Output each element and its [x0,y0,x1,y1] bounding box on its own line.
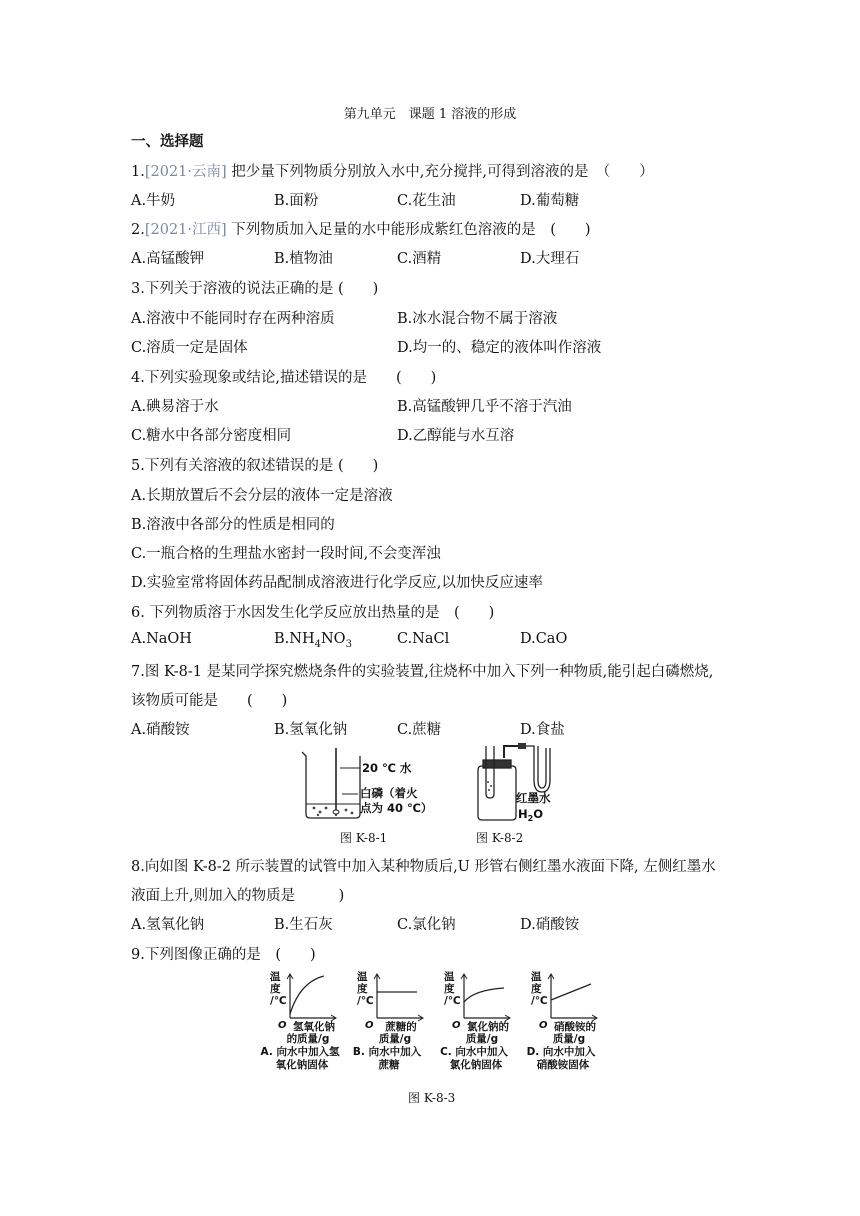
graph-ylabel: 温 [531,971,542,983]
label-phosphorus-1: 白磷（着火 [360,786,418,800]
question-source: [2021·江西] [144,222,227,238]
graph-curve [551,984,591,1000]
graph-caption: 氯化钠固体 [449,1059,503,1071]
q8-option-c: C.氯化钠 [397,917,456,933]
graph-ylabel: 温 [444,971,455,983]
graph-curve [464,988,504,1002]
label-water: 20 ℃ 水 [362,761,412,775]
graph-ylabel: 度 [531,983,542,995]
q2-option-b: B.植物油 [274,251,333,267]
q8-option-d: D.硝酸铵 [520,917,580,933]
formula-sub: 4 [314,638,321,650]
graph-origin: O [365,1020,374,1031]
figure-k-8-3-caption: 图 K-8-3 [408,1091,456,1105]
question-source: [2021·云南] [144,164,227,180]
graph-xlabel: 硝酸铵的 [554,1021,596,1033]
figure-k-8-2-caption: 图 K-8-2 [476,831,524,845]
q3-option-d: D.均一的、稳定的液体叫作溶液 [397,340,602,356]
figure-k-8-1-caption: 图 K-8-1 [340,831,388,845]
q5-option-a: A.长期放置后不会分层的液体一定是溶液 [131,488,393,504]
question-7-stem: 7.图 K-8-1 是某同学探究燃烧条件的实验装置,往烧杯中加入下列一种物质,能引起白磷燃烧, [131,664,714,680]
q2-option-c: C.酒精 [397,251,442,267]
q7-option-a: A.硝酸铵 [131,722,190,738]
q1-option-d: D.葡萄糖 [520,193,580,209]
graph-xlabel: 的质量/g [286,1033,330,1045]
graph-ylabel: /℃ [357,995,374,1007]
figure-k-8-3 [256,966,606,1084]
q1-option-b: B.面粉 [274,193,319,209]
formula-part: NO [320,631,346,647]
graph-xlabel: 氯化钠的 [467,1021,509,1033]
graph-caption: D. 向水中加入 [526,1046,596,1058]
label-phosphorus-2: 点为 40 ℃） [360,801,433,815]
flask [478,766,516,820]
question-number: 2. [131,222,145,238]
question-text: 把少量下列物质分别放入水中,充分搅拌,可得到溶液的是 （ ） [226,164,654,180]
label-red-ink: 红墨水 [516,791,551,805]
q6-option-a: A.NaOH [131,631,192,647]
question-8-stem: 8.向如图 K-8-2 所示装置的试管中加入某种物质后,U 形管右侧红墨水液面下降, 左侧红墨水 [131,859,716,875]
question-5-stem: 5.下列有关溶液的叙述错误的是 ( ) [131,458,379,474]
graph-origin: O [278,1020,287,1031]
graph-origin: O [539,1020,548,1031]
q2-option-d: D.大理石 [520,251,580,267]
q5-option-b: B.溶液中各部分的性质是相同的 [131,517,335,533]
q6-option-b [274,631,352,650]
graph-xlabel: 质量/g [552,1033,586,1045]
question-3-stem: 3.下列关于溶液的说法正确的是 ( ) [131,281,379,297]
question-2-stem [131,218,591,239]
question-9-stem: 9.下列图像正确的是 ( ) [131,947,316,963]
stopper [483,760,511,768]
graph-caption: C. 向水中加入 [440,1046,508,1058]
q2-option-a: A.高锰酸钾 [131,251,205,267]
q5-option-c: C.一瓶合格的生理盐水密封一段时间,不会变浑浊 [131,546,441,562]
q7-option-c: C.蔗糖 [397,722,442,738]
q6-option-c: C.NaCl [397,631,450,647]
section-heading: 一、选择题 [131,133,204,150]
q7-option-d: D.食盐 [520,722,565,738]
graph-ylabel: /℃ [531,995,548,1007]
q1-option-a: A.牛奶 [131,193,176,209]
graph-caption: A. 向水中加入氢 [260,1046,340,1058]
graph-xlabel: 质量/g [465,1033,499,1045]
question-text: 下列物质加入足量的水中能形成紫红色溶液的是 ( ) [226,222,591,238]
q6-option-d: D.CaO [520,631,568,647]
graph-ylabel: 度 [357,983,368,995]
q8-option-b: B.生石灰 [274,917,333,933]
graph-ylabel: 温 [270,971,281,983]
q4-option-c: C.糖水中各部分密度相同 [131,428,292,444]
graph-xlabel: 氢氧化钠 [293,1021,335,1033]
graph-caption: 蔗糖 [378,1059,400,1071]
graph-ylabel: 温 [357,971,368,983]
q1-option-c: C.花生油 [397,193,456,209]
q4-option-a: A.碘易溶于水 [131,399,219,415]
graph-xlabel: 质量/g [378,1033,412,1045]
question-4-stem: 4.下列实验现象或结论,描述错误的是 ( ) [131,370,437,386]
q5-option-d: D.实验室常将固体药品配制成溶液进行化学反应,以加快反应速率 [131,575,543,591]
graph-caption: 氧化钠固体 [275,1059,329,1071]
question-6-stem: 6. 下列物质溶于水因发生化学反应放出热量的是 ( ) [131,605,495,621]
label-h2o: $H_2O$ [518,807,543,823]
formula-part: B.NH [274,631,315,647]
q4-option-b: B.高锰酸钾几乎不溶于汽油 [397,399,572,415]
graph-ylabel: 度 [270,983,281,995]
beaker-outline [302,752,360,818]
graph-ylabel: 度 [444,983,455,995]
white-phosphorus [333,810,339,814]
figure-k-8-1 [296,746,436,822]
q3-option-b: B.冰水混合物不属于溶液 [397,311,558,327]
graph-caption: B. 向水中加入 [352,1046,422,1058]
graph-xlabel: 蔗糖的 [385,1021,417,1033]
question-8-stem-cont: 液面上升,则加入的物质是 ) [131,888,345,904]
q3-option-c: C.溶质一定是固体 [131,340,248,356]
page-title: 第九单元 课题 1 溶液的形成 [343,107,517,122]
q3-option-a: A.溶液中不能同时存在两种溶质 [131,311,335,327]
graph-origin: O [452,1020,461,1031]
test-tube [486,746,494,798]
question-1-stem [131,160,654,181]
figure-k-8-2 [470,740,570,824]
q4-option-d: D.乙醇能与水互溶 [397,428,515,444]
graph-ylabel: /℃ [270,995,287,1007]
question-7-stem-cont: 该物质可能是 ( ) [131,693,288,709]
question-number: 1. [131,164,145,180]
graph-ylabel: /℃ [444,995,461,1007]
graph-curve [290,976,324,1014]
q7-option-b: B.氢氧化钠 [274,722,348,738]
graph-caption: 硝酸铵固体 [536,1059,590,1071]
formula-sub: 3 [345,638,352,650]
q8-option-a: A.氢氧化钠 [131,917,205,933]
